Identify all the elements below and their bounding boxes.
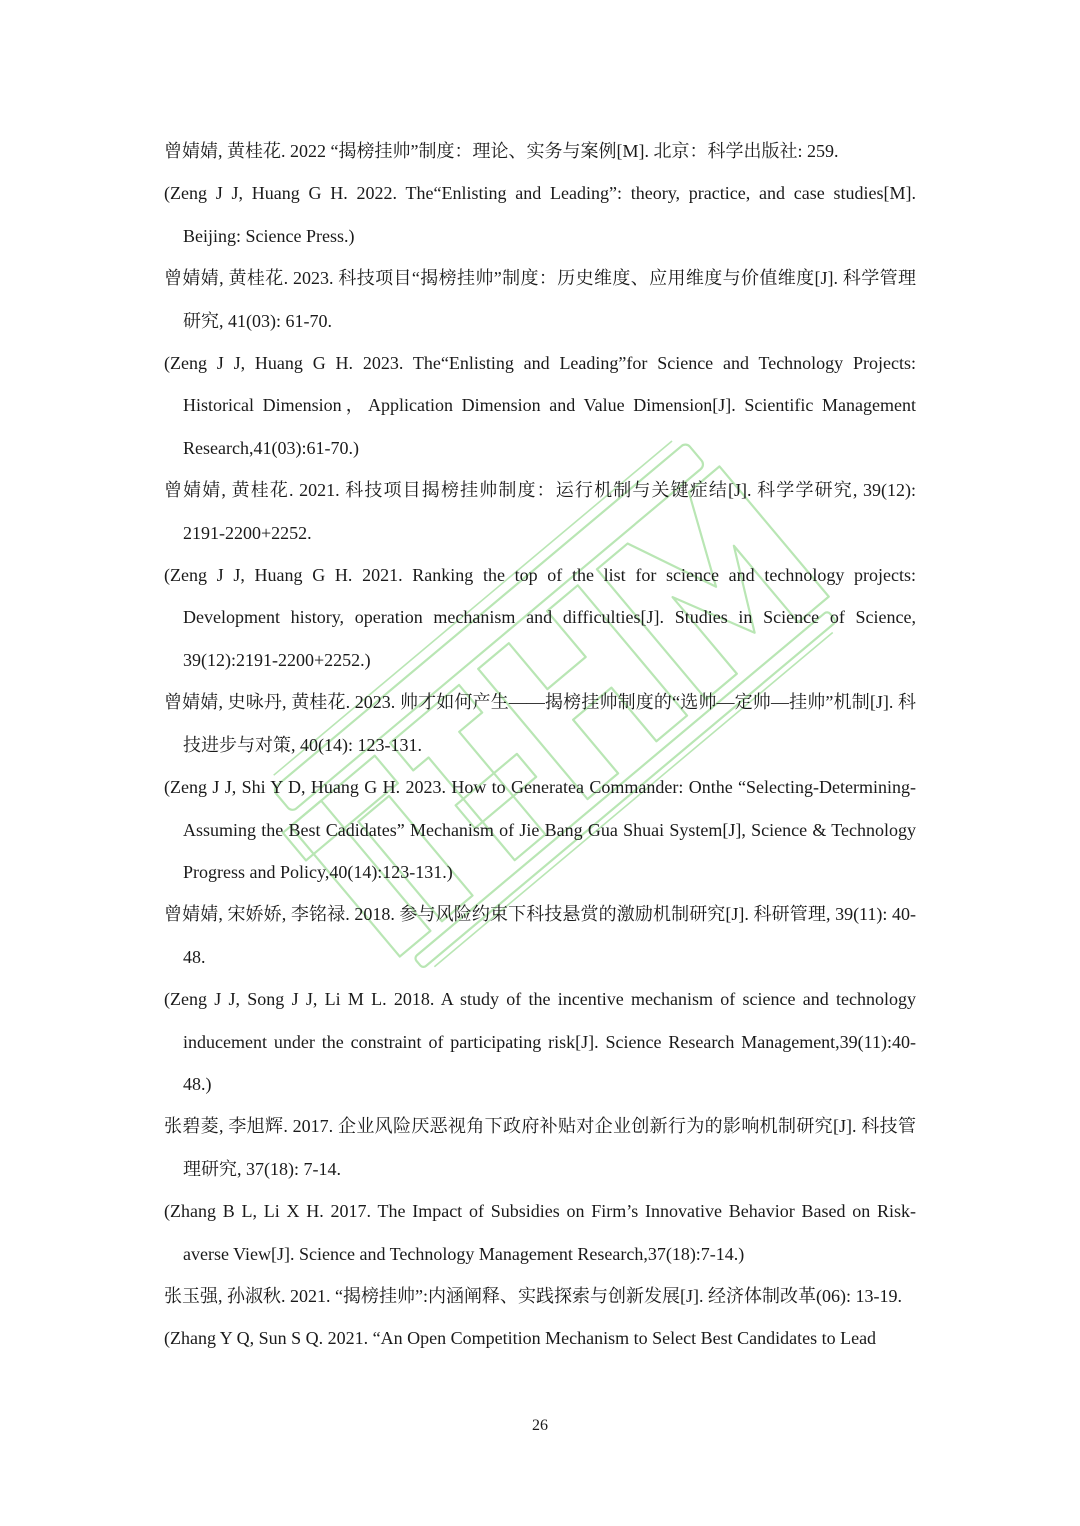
reference-item: 曾婧婧, 史咏丹, 黄桂花. 2023. 帅才如何产生——揭榜挂帅制度的“选帅—定帅—挂帅”机制[J]. 科技进步与对策, 40(14): 123-131. [164, 692, 916, 755]
reference-item: 曾婧婧, 黄桂花. 2023. 科技项目“揭榜挂帅”制度：历史维度、应用维度与价值维度[J]. 科学管理研究, 41(03): 61-70. [164, 268, 916, 331]
reference-item: 曾婧婧, 宋娇娇, 李铭禄. 2018. 参与风险约束下科技悬赏的激励机制研究[J]. 科研管理, 39(11): 40-48. [164, 904, 916, 967]
reference-item: (Zeng J J, Song J J, Li M L. 2018. A study of the incentive mechanism of science and technology inducement under the constraint of participating risk[J]. Science Research Management,39(11):40-48.) [164, 989, 916, 1094]
reference-item: (Zeng J J, Huang G H. 2023. The“Enlisting and Leading”for Science and Technology Projects: Historical Dimension，Application Dimension and Value Dimension[J]. Scientific Management Research,41(03):61-70.) [164, 353, 916, 458]
page-number: 26 [532, 1417, 548, 1434]
reference-item: (Zeng J J, Huang G H. 2021. Ranking the top of the list for science and technology projects: Development history, operation mechanism and difficulties[J]. Studies in Science of Science, 39(12):2191-2200+2252.) [164, 565, 916, 670]
reference-item: (Zeng J J, Huang G H. 2022. The“Enlisting and Leading”: theory, practice, and case studies[M]. Beijing: Science Press.) [164, 183, 916, 246]
reference-item: 曾婧婧, 黄桂花. 2022 “揭榜挂帅”制度：理论、实务与案例[M]. 北京：科学出版社: 259. [164, 141, 839, 161]
reference-list [164, 130, 916, 1360]
reference-item: 张玉强, 孙淑秋. 2021. “揭榜挂帅”:内涵阐释、实践探索与创新发展[J]. 经济体制改革(06): 13-19. [164, 1285, 902, 1306]
reference-item: (Zhang Y Q, Sun S Q. 2021. “An Open Competition Mechanism to Select Best Candidates to Lead [164, 1328, 877, 1349]
reference-item: (Zeng J J, Shi Y D, Huang G H. 2023. How to Generatea Commander: Onthe “Selecting-Determining-Assuming the Best Cadidates” Mechanism of Jie Bang Gua Shuai System[J], Science & Technology Progress and Policy,40(14):123-131.) [164, 777, 916, 882]
reference-item: (Zhang B L, Li X H. 2017. The Impact of Subsidies on Firm’s Innovative Behavior Based on Risk-averse View[J]. Science and Technology Management Research,37(18):7-14.) [164, 1201, 916, 1264]
reference-item: 曾婧婧, 黄桂花. 2021. 科技项目揭榜挂帅制度：运行机制与关键症结[J]. 科学学研究, 39(12): 2191-2200+2252. [164, 480, 916, 543]
reference-item: 张碧菱, 李旭辉. 2017. 企业风险厌恶视角下政府补贴对企业创新行为的影响机制研究[J]. 科技管理研究, 37(18): 7-14. [164, 1116, 916, 1179]
